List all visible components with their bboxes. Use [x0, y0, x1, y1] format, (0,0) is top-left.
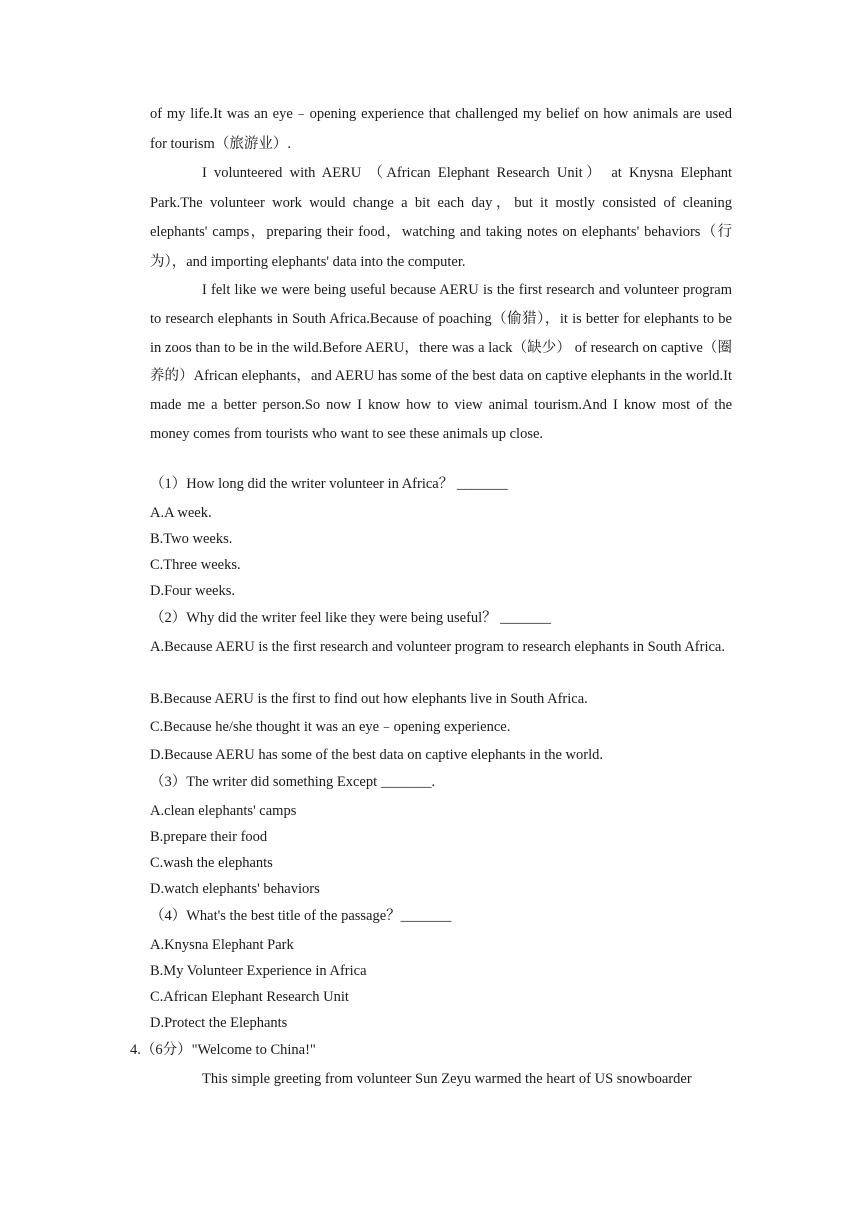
- question-3-option-a: A.clean elephants' camps: [150, 803, 297, 819]
- question-1-option-b: B.Two weeks.: [150, 531, 233, 547]
- question-1-stem: （1）How long did the writer volunteer in Africa？ _______: [150, 476, 508, 492]
- question-4-option-d: D.Protect the Elephants: [150, 1015, 288, 1031]
- question-2-stem: （2）Why did the writer feel like they were being useful？ _______: [150, 610, 552, 626]
- question-3-option-c: C.wash the elephants: [150, 855, 273, 871]
- question-1-option-c: C.Three weeks.: [150, 557, 241, 573]
- question-4-option-b: B.My Volunteer Experience in Africa: [150, 963, 367, 979]
- question-4-option-a: A.Knysna Elephant Park: [150, 937, 294, 953]
- question-2-option-a: A.Because AERU is the first research and volunteer program to research elephants in South Africa.: [150, 639, 725, 655]
- item-4-heading: 4.（6分）"Welcome to China!": [130, 1042, 316, 1058]
- passage-paragraph-3: I felt like we were being useful because AERU is the first research and volunteer program to research elephants in South Africa.Because of poaching（偷猎），it is better for elephants to be in zoos than to be in the wild.Before AERU，there was a lack（缺少） of research on captive（圈养的）African elephants，and AERU has some of the best data on captive elephants in the world.It made me a better person.So now I know how to view animal tourism.And I know most of the money comes from tourists who want to see these animals up close.: [150, 282, 732, 442]
- question-2-option-b: B.Because AERU is the first to find out how elephants live in South Africa.: [150, 691, 588, 707]
- question-3-option-d: D.watch elephants' behaviors: [150, 881, 320, 897]
- passage-paragraph-1: of my life.It was an eye﹣opening experience that challenged my belief on how animals are used for tourism（旅游业）.: [150, 106, 732, 152]
- question-2-option-d: D.Because AERU has some of the best data on captive elephants in the world.: [150, 747, 604, 763]
- item-4-first-line: This simple greeting from volunteer Sun Zeyu warmed the heart of US snowboarder: [202, 1071, 692, 1087]
- question-1-option-a: A.A week.: [150, 505, 212, 521]
- question-1-option-d: D.Four weeks.: [150, 583, 235, 599]
- question-2-option-c: C.Because he/she thought it was an eye﹣opening experience.: [150, 719, 511, 735]
- passage-paragraph-2: I volunteered with AERU （African Elephant Research Unit） at Knysna Elephant Park.The volunteer work would change a bit each day，but it mostly consisted of cleaning elephants' camps，preparing their food，watching and taking notes on elephants' behaviors（行为），and importing elephants' data into the computer.: [150, 165, 732, 270]
- question-3-stem: （3）The writer did something Except _______.: [150, 774, 436, 790]
- question-4-stem: （4）What's the best title of the passage？_______: [150, 908, 452, 924]
- question-3-option-b: B.prepare their food: [150, 829, 268, 845]
- question-4-option-c: C.African Elephant Research Unit: [150, 989, 349, 1005]
